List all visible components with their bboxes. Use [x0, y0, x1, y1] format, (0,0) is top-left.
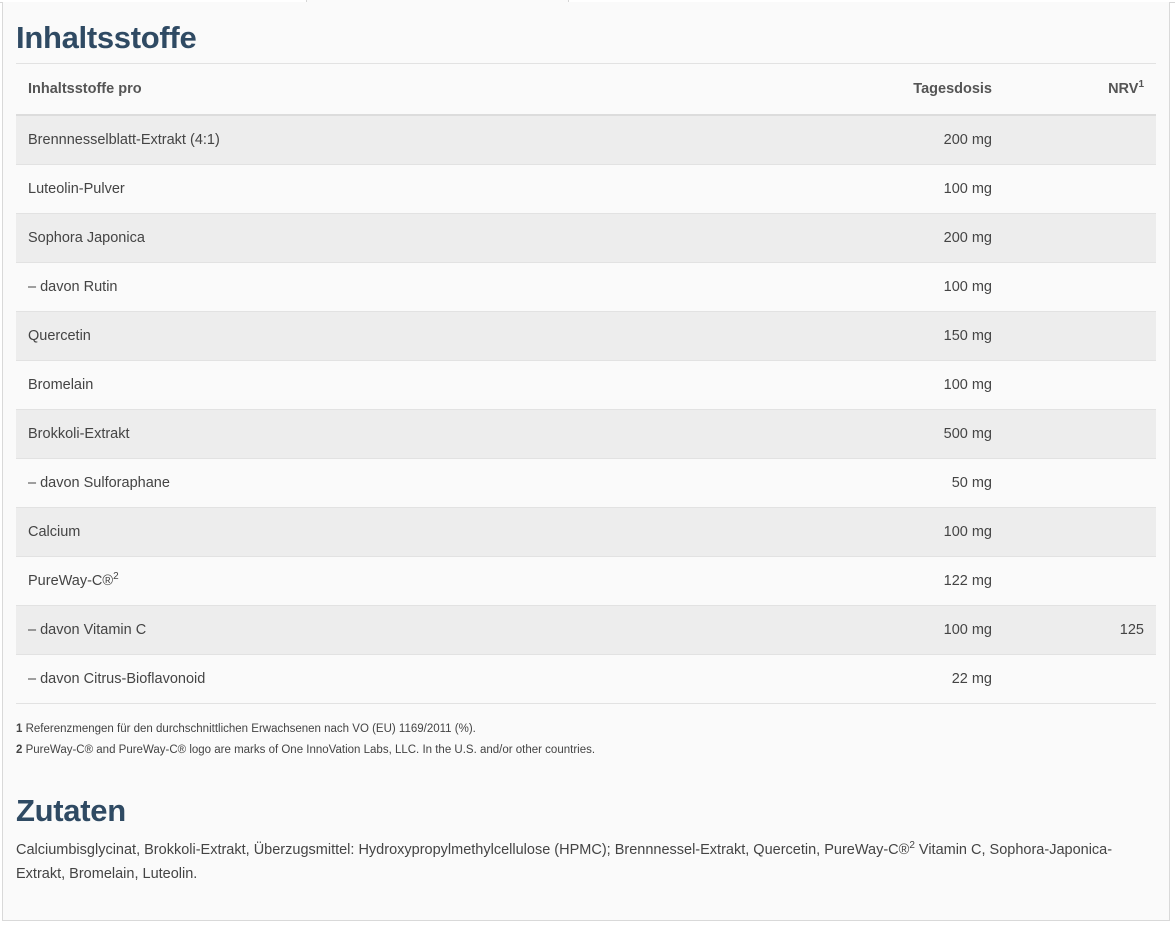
ingredient-nrv: 125	[1004, 606, 1156, 655]
ingredient-nrv	[1004, 557, 1156, 606]
ingredient-dose: 100 mg	[740, 606, 1004, 655]
column-header-nrv	[1004, 64, 1156, 116]
section-title-ingredients: Inhaltsstoffe	[16, 20, 197, 55]
footnote-number: 1	[16, 723, 23, 735]
nutrition-table	[16, 63, 1156, 704]
ingredient-name-cell	[16, 606, 740, 655]
nrv-label: NRV	[1108, 81, 1139, 97]
ingredient-name: Luteolin-Pulver	[28, 181, 125, 197]
column-header-dose: Tagesdosis	[740, 64, 1004, 116]
ingredient-dose: 150 mg	[740, 312, 1004, 361]
table-row	[16, 410, 1156, 459]
table-row	[16, 606, 1156, 655]
ingredient-name: Brokkoli-Extrakt	[28, 426, 130, 442]
table-row	[16, 115, 1156, 165]
table-row	[16, 361, 1156, 410]
zutaten-footnote-marker: 2	[909, 840, 915, 852]
ingredient-name: – davon Sulforaphane	[28, 475, 170, 491]
ingredient-dose: 100 mg	[740, 263, 1004, 312]
table-row	[16, 459, 1156, 508]
ingredient-name: – davon Rutin	[28, 279, 118, 295]
footnote-number: 2	[16, 744, 23, 756]
ingredient-nrv	[1004, 165, 1156, 214]
ingredient-name-cell	[16, 410, 740, 459]
ingredient-name: Bromelain	[28, 377, 94, 393]
ingredient-name-cell	[16, 459, 740, 508]
footnote-text: PureWay-C® and PureWay-C® logo are marks of One InnoVation Labs, LLC. In the U.S. and/or other countries.	[25, 744, 596, 756]
ingredient-name-cell	[16, 214, 740, 263]
ingredient-dose: 50 mg	[740, 459, 1004, 508]
ingredient-nrv	[1004, 263, 1156, 312]
zutaten-text-part: Vitamin C, Sophora-Japonica-Extrakt, Bromelain, Luteolin.	[16, 842, 1113, 882]
ingredient-nrv	[1004, 214, 1156, 263]
footnote-text: Referenzmengen für den durchschnittlichen Erwachsenen nach VO (EU) 1169/2011 (%).	[25, 723, 476, 735]
ingredient-nrv	[1004, 655, 1156, 704]
ingredient-name: Brennnesselblatt-Extrakt (4:1)	[28, 132, 220, 148]
table-row	[16, 165, 1156, 214]
ingredient-nrv	[1004, 361, 1156, 410]
ingredient-dose: 100 mg	[740, 508, 1004, 557]
footnote-1	[16, 719, 595, 740]
ingredient-name-cell	[16, 263, 740, 312]
ingredient-name-cell	[16, 165, 740, 214]
zutaten-text	[16, 838, 1156, 886]
table-row	[16, 214, 1156, 263]
table-row	[16, 655, 1156, 704]
ingredient-name-cell	[16, 312, 740, 361]
ingredient-dose: 100 mg	[740, 165, 1004, 214]
ingredient-dose: 100 mg	[740, 361, 1004, 410]
table-header-row	[16, 64, 1156, 116]
footnotes	[16, 719, 595, 761]
table-row	[16, 312, 1156, 361]
table-body	[16, 115, 1156, 704]
ingredient-name-cell	[16, 361, 740, 410]
ingredient-dose: 22 mg	[740, 655, 1004, 704]
ingredient-nrv	[1004, 508, 1156, 557]
ingredient-footnote-marker: 2	[113, 571, 119, 583]
ingredient-nrv	[1004, 115, 1156, 165]
footnote-2	[16, 740, 595, 761]
ingredient-dose: 122 mg	[740, 557, 1004, 606]
ingredient-name-cell	[16, 557, 740, 606]
table-row	[16, 263, 1156, 312]
ingredient-name: PureWay-C®	[28, 573, 114, 589]
column-header-name: Inhaltsstoffe pro	[16, 64, 740, 116]
ingredient-name: Calcium	[28, 524, 81, 540]
nrv-footnote-marker: 1	[1138, 79, 1144, 91]
ingredient-nrv	[1004, 312, 1156, 361]
ingredient-name: – davon Vitamin C	[28, 622, 147, 638]
ingredient-name-cell	[16, 655, 740, 704]
table-row	[16, 508, 1156, 557]
ingredient-dose: 500 mg	[740, 410, 1004, 459]
ingredient-name: Sophora Japonica	[28, 230, 145, 246]
ingredient-name: – davon Citrus-Bioflavonoid	[28, 671, 206, 687]
section-title-zutaten: Zutaten	[16, 793, 126, 828]
ingredient-dose: 200 mg	[740, 214, 1004, 263]
ingredient-dose: 200 mg	[740, 115, 1004, 165]
ingredient-name-cell	[16, 115, 740, 165]
zutaten-text-part: Calciumbisglycinat, Brokkoli-Extrakt, Überzugsmittel: Hydroxypropylmethylcellulose (HPMC); Brennnessel-Extrakt, Quercetin, PureWay-C®	[16, 842, 910, 858]
table-row	[16, 557, 1156, 606]
ingredient-name: Quercetin	[28, 328, 91, 344]
ingredient-nrv	[1004, 459, 1156, 508]
ingredient-nrv	[1004, 410, 1156, 459]
ingredient-name-cell	[16, 508, 740, 557]
